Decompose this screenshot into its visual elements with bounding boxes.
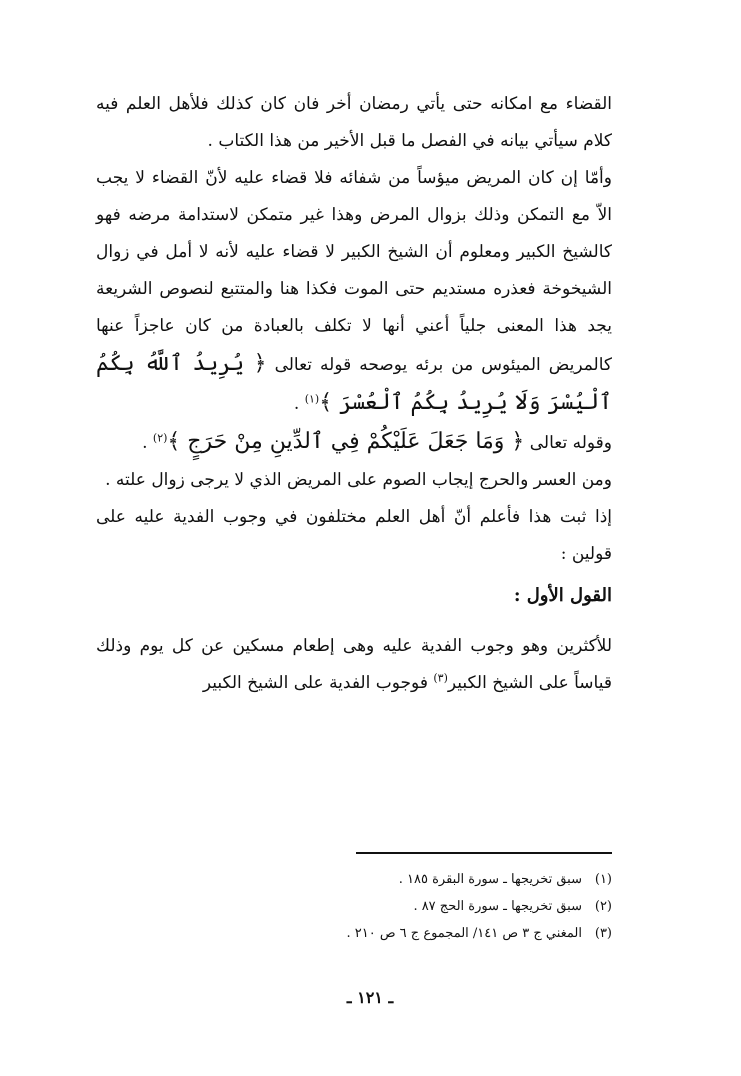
quran-verse-2: ﴿ وَمَا جَعَلَ عَلَيْكُمْ فِي ٱلدِّينِ مِنْ حَرَجٍ ﴾: [167, 429, 525, 454]
paragraph-5-start: للأكثرين وهو وجوب الفدية عليه وهى إطعام مسكين عن كل يوم وذلك قياساً على الشيخ الكبير: [96, 636, 612, 693]
paragraph-1: القضاء مع امكانه حتى يأتي رمضان أخر فان كان كذلك فلأهل العلم فيه كلام سيأتي بيانه في الفصل ما قبل الأخير من هذا الكتاب .: [96, 94, 612, 151]
footnote-item: [300, 893, 612, 920]
footnote-number: (١): [594, 872, 612, 887]
footnotes: [300, 866, 612, 947]
paragraph-3: ومن العسر والحرج إيجاب الصوم على المريض الذي لا يرجى زوال علته .: [105, 470, 612, 490]
page-number: ـ ١٢١ ـ: [346, 988, 394, 1007]
paragraph-5: [96, 628, 612, 702]
paragraph-5-end: فوجوب الفدية على الشيخ الكبير: [202, 673, 428, 693]
footnote-ref-3: (٣): [433, 671, 448, 685]
footnote-item: [300, 920, 612, 947]
paragraph-2: وأمّا إن كان المريض ميؤساً من شفائه فلا قضاء عليه لأنّ القضاء لا يجب الاّ مع التمكن وذلك بزوال المرض وهذا غير متمكن لاستدامة مرضه فهو كالشيخ الكبير ومعلوم أن الشيخ الكبير لا قضاء عليه لأنه لا أمل في زوال الشيخوخة فعذره مستديم حتى الموت فكذا هنا والمتتبع لنصوص الشريعة يجد هذا المعنى جلياً أعني أنها لا تكلف بالعبادة من كان عاجزاً عنها كالمريض الميئوس من برئه يوصحه قوله تعالى ﴿ يُرِيدُ ٱللَّهُ بِكُمُ ٱلْيُسْرَ وَلَا يُرِيدُ بِكُمُ ٱلْعُسْرَ ﴾$^{(١)}$ .: [96, 168, 612, 415]
paragraph-2-text: وأمّا إن كان المريض ميؤساً من شفائه فلا قضاء عليه لأنّ القضاء لا يجب الاّ مع التمكن وذلك بزوال المرض وهذا غير متمكن لاستدامة مرضه فهو كالشيخ الكبير ومعلوم أن الشيخ الكبير لا قضاء عليه لأنه لا أمل في زوال الشيخوخة فعذره مستديم حتى الموت فكذا هنا والمتتبع لنصوص الشريعة يجد هذا المعنى جلياً أعني أنها لا تكلف بالعبادة من كان عاجزاً عنها كالمريض الميئوس من برئه يوصحه قوله تعالى: [96, 168, 612, 375]
quran-verse-1: ﴿ يُرِيدُ ٱللَّهُ بِكُمُ ٱلْيُسْرَ وَلَا يُرِيدُ بِكُمُ ٱلْعُسْرَ ﴾: [96, 351, 612, 415]
footnote-number: (٣): [594, 926, 612, 941]
footnote-divider: [356, 852, 612, 854]
footnote-item: [300, 866, 612, 893]
footnote-ref-2: (٢): [152, 431, 168, 445]
footnote-number: (٢): [594, 899, 612, 914]
footnote-ref-1: (١): [304, 392, 320, 406]
footnote-text: المغني ج ٣ ص ١٤١/ المجموع ج ٦ ص ٢١٠ .: [346, 926, 582, 941]
section-heading: القول الأول :: [513, 585, 612, 606]
footnote-text: سبق تخريجها ـ سورة الحج ٨٧ .: [413, 899, 582, 914]
footnote-text: سبق تخريجها ـ سورة البقرة ١٨٥ .: [398, 872, 582, 887]
main-text: [96, 86, 612, 702]
paragraph-verse-2: وقوله تعالى ﴿ وَمَا جَعَلَ عَلَيْكُمْ فِي ٱلدِّينِ مِنْ حَرَجٍ ﴾$^{(٢)}$ .: [142, 429, 612, 454]
paragraph-4: إذا ثبت هذا فأعلم أنّ أهل العلم مختلفون في وجوب الفدية عليه على قولين :: [96, 507, 612, 564]
verse-2-intro: وقوله تعالى: [529, 433, 612, 453]
